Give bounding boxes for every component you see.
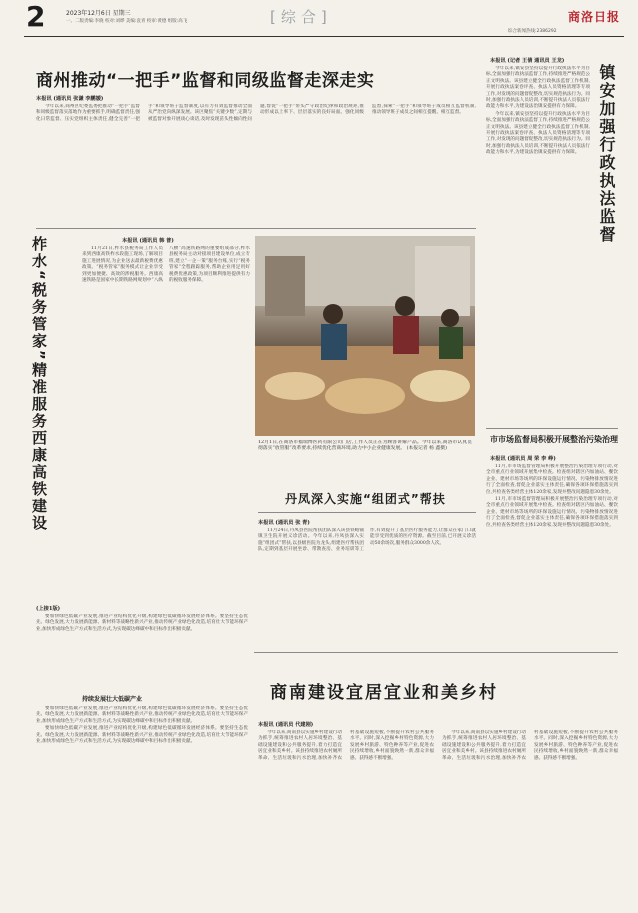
newspaper-logo: 商洛日报 (568, 10, 621, 24)
photo-caption: 12月1日,在商洛市福瑞博医药有限公司门店,工作人员正在为顾客讲解产品。今年以来,商洛市认真贯彻落实“放管服”改革要求,持续优化营商环境,助力中小企业健康发展。 (本报记者 杨 鑫摄) (258, 440, 472, 452)
article-1-title: 商州推动“一把手”监督和同级监督走深走实 (36, 71, 375, 91)
article-3-title: 丹凤深入实施“组团式”帮扶 (285, 492, 446, 506)
article-3-text: 11月24日,丹凤县医院帮扶团队深入该县铁峪铺镇卫生院开展义诊活动。今年以来,丹凤县深入实施“组团式”帮扶,以县级医院为龙头,组建医疗帮扶团队,定期到基层开展坐诊、带教查房、业务培训等工作,有效提升了基层医疗服务能力,让群众在家门口就能享受到优质的医疗资源。截至目前,已开展义诊活动50余场次,服务群众3000余人次。 (258, 528, 476, 553)
article-6-body-bottom (36, 706, 248, 906)
article-2-text: 11月21日,柞水县税务局工作人员来到西康高铁柞水段施工现场,了解项目施工进展情况,为企业送去最新税费优惠政策。“税务管家”服务模式让企业享受到更加便捷、高效的涉税服务。西康高速铁路是国家中长期铁路网规划中“八纵八横”高速铁路网的重要组成部分,柞水县税务局主动对接项目建设单位,成立专班,建立“一企一策”服务台账,实行“税务管家”全程跟踪服务,帮助企业用足用好税费优惠政策,为项目顺利推进提供有力的税收服务保障。 (82, 246, 250, 284)
article-1-text: 今年以来,商州区纪委监委把推动“一把手”监督和同级监督落实落地作为重要抓手,明确监督责任,强化日常监督、压实党组织主体责任,健全完善“一把手”和领导班子监督制度,以有力有效监督推动全面从严治党向纵深发展。该区聚焦“关键少数”,定期与被监督对象开展谈心谈话,及时发现苗头性倾向性问题,督促“一把手”带头严守政治纪律和政治规矩,推动形成以上率下、层层落实的良好局面。强化同级监督,探索“一把手”和领导班子成员相互监督机制,推动领导班子成员之间相互提醒、相互监督。 (36, 104, 476, 122)
article-4-byline: 本报讯 (记者 王倩 通讯员 王龙) (490, 58, 565, 64)
article-5-body (486, 464, 618, 650)
article-6-title: 持续发展壮大低碳产业 (82, 696, 143, 703)
article-1-byline: 本报讯 (通讯员 张谦 李鹏媛) (36, 96, 104, 102)
article-3-body (258, 528, 476, 616)
article-3-rule (258, 512, 476, 513)
article-6-text: 要加快绿色低碳产业发展,推进产业结构优化升级,构建绿色低碳循环发展经济体系。要坚持生态优先、绿色发展,大力发展新能源、新材料等战略性新兴产业,推动传统产业绿色化改造,培育壮大节能环保产业,加快形成绿色生产方式和生活方式,为实现碳达峰碳中和目标作出积极贡献。 (36, 614, 248, 632)
article-7-title: 商南建设宜居宜业和美乡村 (270, 683, 498, 703)
article-5-byline: 本报讯 (通讯员 周 荣 李 峥) (490, 456, 556, 462)
article-4-title: 镇安加强行政执法监督 (597, 64, 616, 244)
article-4-rule (486, 428, 618, 429)
article-1-rule (36, 228, 476, 229)
editors-line: 一、二版责编:李晓 校对:刘晔 美编:袁青 校审:黄德 组版:高飞 (66, 19, 188, 24)
article-2-byline: 本报讯 (通讯员 韩 普) (122, 238, 174, 244)
article-2-title: 柞水“税务管家”精准服务西康高铁建设 (30, 236, 48, 532)
article-5-text: 11月,市市场监督管理局积极开展整治污染治理专项行动,对全市重点行业领域开展集中检查。检查组对辖区内加油站、餐饮企业、建材市场等场所的环保设施运行情况、污染物排放情况进行了全面检查,督促企业落实主体责任,确保各项环保措施落实到位,共检查各类经营主体120余家,发现并整改问题隐患30余处。 (486, 464, 618, 495)
article-7-top-rule (254, 652, 618, 653)
date-line: 2023年12月6日 星期三 (66, 10, 131, 17)
page-header (0, 0, 638, 36)
section-label: [综合] (270, 8, 332, 26)
news-photo (255, 236, 475, 436)
section-name: 综合 (280, 8, 321, 26)
article-4-body (486, 66, 590, 422)
article-2-body (82, 246, 250, 544)
article-7-body (258, 730, 618, 906)
article-7-text-cont: 今年以来,商南县以实施乡村建设行动为抓手,统筹推进农村人居环境整治、基础设施建设和公共服务提升,着力打造宜居宜业和美乡村。该县持续推进农村厕所革命、生活垃圾和污水治理,加快补齐农村基础设施短板,不断提升农村公共服务水平。同时,深入挖掘乡村特色资源,大力发展乡村旅游、特色种养等产业,促进农民持续增收,乡村面貌焕然一新,群众幸福感、获得感不断增强。 (442, 730, 618, 761)
article-4-text-cont: 今年以来,镇安县坚持以提升行政执法水平为目标,全面加强行政执法监督工作,持续推进严格规范公正文明执法。该县建立健全行政执法监督工作机制,开展行政执法案卷评查、执法人员资格清理等专项工作,对发现的问题督促整改,切实规范执法行为。同时,加强行政执法人员培训,不断提升执法人员依法行政能力和水平,为建设法治镇安提供有力保障。 (486, 111, 590, 156)
page-number: 2 (26, 0, 46, 33)
article-3-byline: 本报讯 (通讯员 张 青) (258, 520, 310, 526)
article-4-text: 今年以来,镇安县坚持以提升行政执法水平为目标,全面加强行政执法监督工作,持续推进严格规范公正文明执法。该县建立健全行政执法监督工作机制,开展行政执法案卷评查、执法人员资格清理等专项工作,对发现的问题督促整改,切实规范执法行为。同时,加强行政执法人员培训,不断提升执法人员依法行政能力和水平,为建设法治镇安提供有力保障。 (486, 66, 590, 110)
article-5-text-cont: 11月,市市场监督管理局积极开展整治污染治理专项行动,对全市重点行业领域开展集中检查。检查组对辖区内加油站、餐饮企业、建材市场等场所的环保设施运行情况、污染物排放情况进行了全面检查,督促企业落实主体责任,确保各项环保措施落实到位,共检查各类经营主体120余家,发现并整改问题隐患30余处。 (486, 497, 618, 528)
article-6-body-top (36, 614, 248, 680)
article-6-byline: (上接1版) (36, 606, 61, 612)
article-1-body (36, 104, 476, 222)
article-5-title: 市市场监督局积极开展整治污染治理 (490, 435, 618, 444)
hotline: 综合新闻热线:2386292 (508, 29, 557, 34)
header-rule (24, 36, 624, 37)
photo-scene (255, 236, 475, 436)
article-6-text-more: 要加快绿色低碳产业发展,推进产业结构优化升级,构建绿色低碳循环发展经济体系。要坚持生态优先、绿色发展,大力发展新能源、新材料等战略性新兴产业,推动传统产业绿色化改造,培育壮大节能环保产业,加快形成绿色生产方式和生活方式,为实现碳达峰碳中和目标作出积极贡献。 (36, 726, 248, 745)
article-6-text-repeat: 要加快绿色低碳产业发展,推进产业结构优化升级,构建绿色低碳循环发展经济体系。要坚持生态优先、绿色发展,大力发展新能源、新材料等战略性新兴产业,推动传统产业绿色化改造,培育壮大节能环保产业,加快形成绿色生产方式和生活方式,为实现碳达峰碳中和目标作出积极贡献。 (36, 706, 248, 724)
article-7-text: 今年以来,商南县以实施乡村建设行动为抓手,统筹推进农村人居环境整治、基础设施建设和公共服务提升,着力打造宜居宜业和美乡村。该县持续推进农村厕所革命、生活垃圾和污水治理,加快补齐农村基础设施短板,不断提升农村公共服务水平。同时,深入挖掘乡村特色资源,大力发展乡村旅游、特色种养等产业,促进农民持续增收,乡村面貌焕然一新,群众幸福感、获得感不断增强。 (258, 730, 434, 761)
article-7-byline: 本报讯 (通讯员 代建刚) (258, 722, 314, 728)
